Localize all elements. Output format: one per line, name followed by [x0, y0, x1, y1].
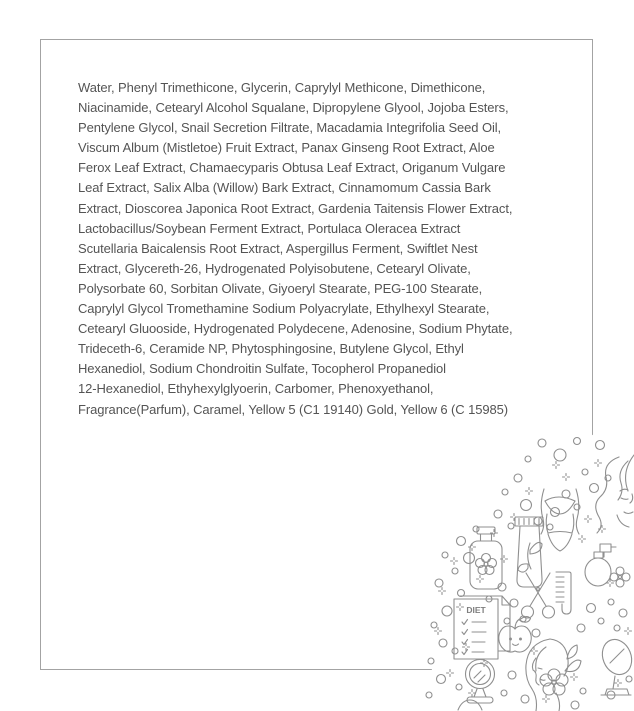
ingredient-line: Extract, Dioscorea Japonica Root Extract, Gardenia Taitensis Flower Extract,: [78, 200, 513, 216]
ingredient-line: Pentylene Glycol, Snail Secretion Filtrate, Macadamia Integrifolia Seed Oil,: [78, 120, 502, 136]
ingredient-line: Leaf Extract, Salix Alba (Willow) Bark Extract, Cinnamomum Cassia Bark: [78, 180, 491, 196]
beauty-icons-illustration: [414, 431, 634, 711]
ingredient-line: Water, Phenyl Trimethicone, Glycerin, Caprylyl Methicone, Dimethicone,: [78, 80, 486, 95]
ingredient-line: Fragrance(Parfum), Caramel, Yellow 5 (C1 19140) Gold, Yellow 6 (C 15985): [78, 401, 508, 417]
ingredient-line: Ferox Leaf Extract, Chamaecyparis Obtusa Leaf Extract, Origanum Vulgare: [78, 160, 506, 176]
ingredient-line: 12-Hexanediol, Ethyhexylglyoerin, Carbomer, Phenoxyethanol,: [78, 381, 434, 397]
ingredient-line: Cetearyl Gluooside, Hydrogenated Polydecene, Adenosine, Sodium Phytate,: [78, 321, 513, 337]
illustration-background-circle: [429, 431, 634, 711]
ingredient-line: Extract, Glycereth-26, Hydrogenated Polyisobutene, Cetearyl Olivate,: [78, 260, 471, 276]
ingredient-line: Caprylyl Glycol Tromethamine Sodium Polyacrylate, Ethylhexyl Stearate,: [78, 301, 490, 317]
ingredient-line: Niacinamide, Cetearyl Alcohol Squalane, Dipropylene Glyool, Jojoba Esters,: [78, 100, 509, 116]
ingredient-line: Trideceth-6, Ceramide NP, Phytosphingosine, Butylene Glycol, Ethyl: [78, 341, 464, 357]
ingredient-line: Lactobacillus/Soybean Ferment Extract, Portulaca Oleracea Extract: [78, 220, 461, 236]
diet-label: DIET: [466, 605, 486, 615]
ingredient-line: Scutellaria Baicalensis Root Extract, Aspergillus Ferment, Swiftlet Nest: [78, 240, 478, 256]
ingredient-line: Hexanediol, Sodium Chondroitin Sulfate, Tocopherol Propanediol: [78, 361, 446, 377]
ingredient-line: Viscum Album (Mistletoe) Fruit Extract, Panax Ginseng Root Extract, Aloe: [78, 140, 495, 156]
ingredient-line: Polysorbate 60, Sorbitan Olivate, Giyoeryl Stearate, PEG-100 Stearate,: [78, 280, 483, 296]
ingredient-list: [78, 78, 512, 420]
